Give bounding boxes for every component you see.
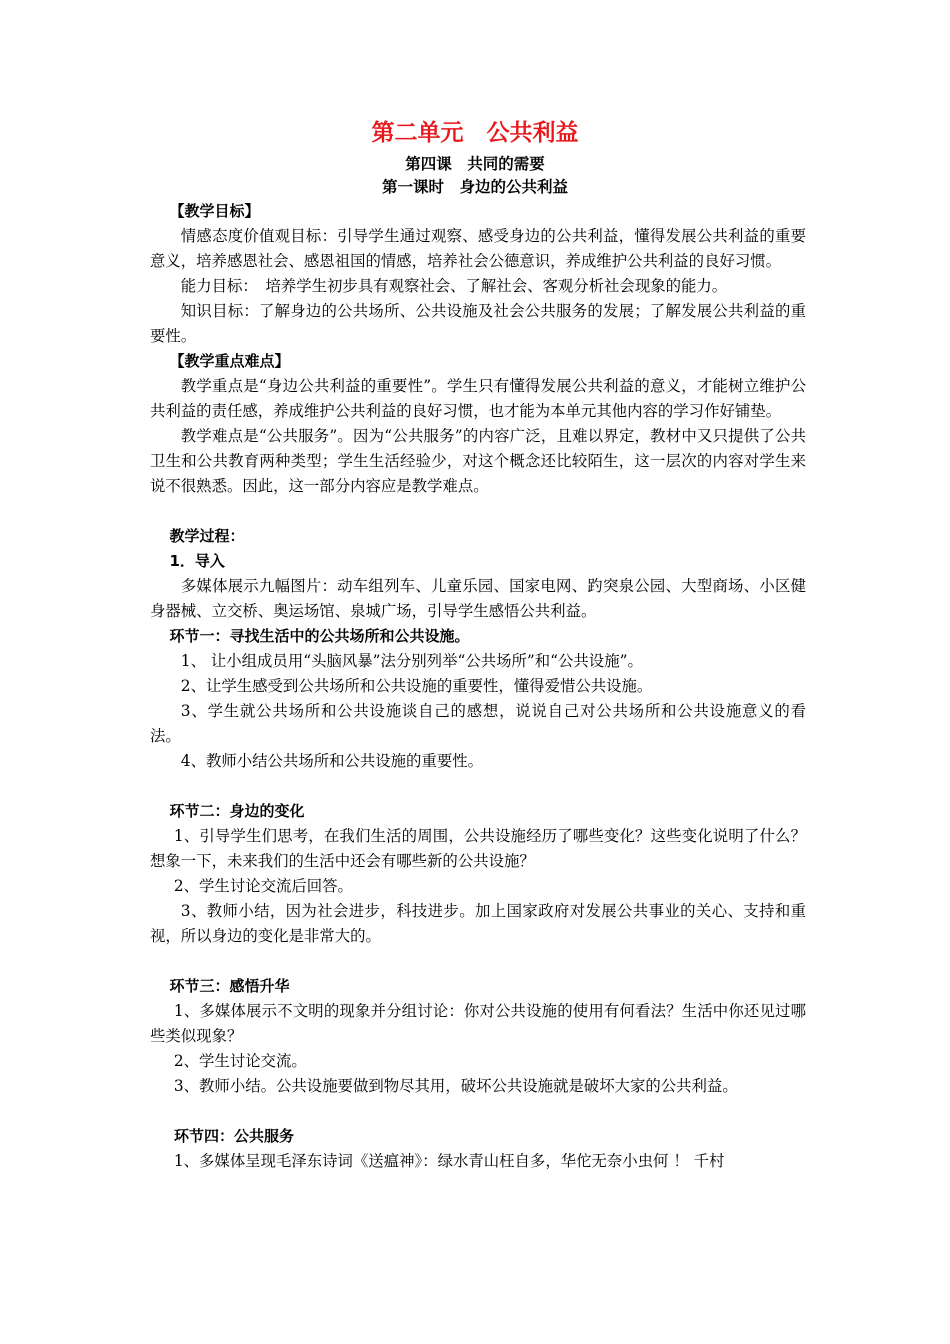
goal-ability: 能力目标： 培养学生初步具有观察社会、了解社会、客观分析社会现象的能力。 bbox=[180, 277, 728, 295]
spacer bbox=[150, 499, 806, 524]
list-item: 3、教师小结。公共设施要做到物尽其用，破坏公共设施就是破坏大家的公共利益。 bbox=[173, 1077, 738, 1095]
list-item: 4、教师小结公共场所和公共设施的重要性。 bbox=[180, 752, 484, 770]
unit-title: 第二单元 公共利益 bbox=[371, 120, 579, 146]
spacer bbox=[150, 949, 806, 974]
list-item: 1、多媒体展示不文明的现象并分组讨论：你对公共设施的使用有何看法？生活中你还见过哪些类似现象？ bbox=[150, 1002, 806, 1045]
list-item: 1、 让小组成员用“头脑风暴”法分别列举“公共场所”和“公共设施”。 bbox=[180, 652, 643, 670]
goal-emotion: 情感态度价值观目标：引导学生通过观察、感受身边的公共利益，懂得发展公共利益的重要意义，培养感恩社会、感恩祖国的情感，培养社会公德意识，养成维护公共利益的良好习惯。 bbox=[150, 227, 806, 270]
list-item: 2、让学生感受到公共场所和公共设施的重要性，懂得爱惜公共设施。 bbox=[180, 677, 653, 695]
intro-text: 多媒体展示九幅图片：动车组列车、儿童乐园、国家电网、趵突泉公园、大型商场、小区健身器械、立交桥、奥运场馆、泉城广场，引导学生感悟公共利益。 bbox=[150, 577, 806, 620]
intro-heading: 1．导入 bbox=[169, 552, 225, 570]
step3-heading: 环节三：感悟升华 bbox=[169, 977, 290, 995]
period-title: 第一课时 身边的公共利益 bbox=[381, 178, 568, 196]
step4-heading: 环节四：公共服务 bbox=[174, 1127, 295, 1145]
goal-knowledge: 知识目标：了解身边的公共场所、公共设施及社会公共服务的发展；了解发展公共利益的重要性。 bbox=[150, 302, 806, 345]
list-item: 2、学生讨论交流后回答。 bbox=[173, 877, 353, 895]
difficult-point: 教学难点是“公共服务”。因为“公共服务”的内容广泛，且难以界定，教材中又只提供了公共卫生和公共教育两种类型；学生生活经验少，对这个概念还比较陌生，这一层次的内容对学生来说不很熟悉。因此，这一部分内容应是教学难点。 bbox=[150, 427, 806, 495]
spacer bbox=[150, 774, 806, 799]
process-heading: 教学过程： bbox=[169, 527, 245, 545]
goals-heading: 【教学目标】 bbox=[169, 202, 260, 220]
step1-heading: 环节一：寻找生活中的公共场所和公共设施。 bbox=[169, 627, 470, 645]
key-point: 教学重点是“身边公共利益的重要性”。学生只有懂得发展公共利益的意义，才能树立维护公共利益的责任感，养成维护公共利益的良好习惯，也才能为本单元其他内容的学习作好铺垫。 bbox=[150, 377, 806, 420]
document-body bbox=[150, 199, 806, 1174]
key-heading: 【教学重点难点】 bbox=[169, 352, 290, 370]
lesson-title: 第四课 共同的需要 bbox=[405, 155, 545, 173]
list-item: 3、教师小结，因为社会进步，科技进步。加上国家政府对发展公共事业的关心、支持和重视，所以身边的变化是非常大的。 bbox=[150, 902, 806, 945]
spacer bbox=[150, 1099, 806, 1124]
step2-heading: 环节二：身边的变化 bbox=[169, 802, 305, 820]
list-item: 1、引导学生们思考，在我们生活的周围，公共设施经历了哪些变化？这些变化说明了什么？想象一下，未来我们的生活中还会有哪些新的公共设施？ bbox=[150, 827, 806, 870]
list-item: 1、多媒体呈现毛泽东诗词《送瘟神》：绿水青山枉自多，华佗无奈小虫何 ！ 千村 bbox=[173, 1152, 725, 1170]
list-item: 2、学生讨论交流。 bbox=[173, 1052, 307, 1070]
list-item: 3、学生就公共场所和公共设施谈自己的感想，说说自己对公共场所和公共设施意义的看法。 bbox=[150, 702, 806, 745]
